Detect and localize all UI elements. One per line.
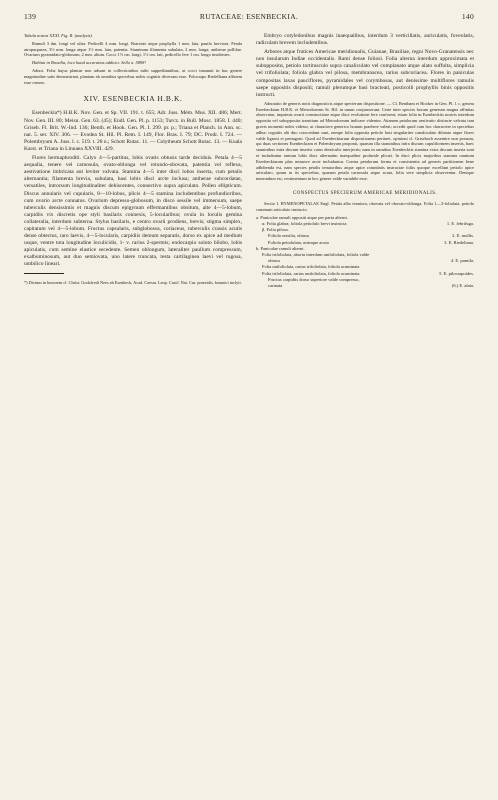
habit-text: Arbores atque frutices Americae meridionalis, Guianae, Brasiliae, regni Novo-Granatensis nec non insularum Indiae occidentalis. Rami dense foliosi. Folia alterna interdum approximata et suboppositα, petiolo tortitusculo supra canaliculato vel complanato atque alato suffulta, simplicia vel trifoliolata; foliola glabra vel pilosa, membranacea, rarius subcoriacea. Flores in paniculas compositas laxas pauciflores, pyramidales vel corymbosas, aut denissime multiflores ramulis saepe oppositis dispositi; ramuli plerumque basi bracteati, posticolli prophyllis binis oppositis instructi. — [256, 49, 474, 98]
key-text: Foliola petiolulata, utrinque acuta — [268, 239, 329, 245]
key-row — [256, 283, 474, 289]
adnotation-text: Adnot. Folia hujus plantae non adsunt in collectionibus mihi suppeditantibus, at cocci inaunuti in hac genere magnitudine satis demonstrant, plantam ab omnibus speciebus nobis cognitis diversam esse. Polocarpo Birdelliana affinem esse censeo. — [24, 67, 242, 85]
key-species-ref: (6.) E. alata. — [451, 282, 474, 288]
key-species-ref: 2. E. mollis. — [452, 233, 474, 239]
conspectus-title: CONSPECTUS SPECIERUM AMERICAE MERIDIONALIS. — [292, 191, 438, 196]
genus-synonymy: Esenbeckia*) H.B.K. Nov. Gen. et Sp. VII. 191. t. 655; Adr. Juss. Mém. Mus. XII. 486; Mert. Nov. Gen. III. 80; Meisn. Gen. 63. (45); Endl. Gen. Pl. p. 1153; Turcz. in Bull. Mosc. 1858. I. 440; Griseb. Fl. Brit. W.-Ind. 136; Benth. et Hook. Gen. Pl. I. 299. pr. p.; Triana et Planch. in Ann. sc. nat. 5. ser. XIV. 306. — Evodea St. Hil. Pl. Rem. I. 149, Flor. Bras. I. 79; DC. Prodr. I. 724. — Polembryum A. Juss. l. c. 519. t. 28 n.; Schott Rutac. 11. — Colytheum Schott Rutac. 13. — Kuala Karst. et Triana in Linnaea XXVIII. 429. — [24, 110, 242, 152]
key-species-ref: 3. E. Riedeliana. — [444, 239, 474, 245]
diagnostic-note: Adnotatio de generis notis diagnosticis atque specierum dispositione. — Cl. Bentham et Hooker in Gen. Pl. l. c. genera Esenbeckiam H.B.K. et Metrodoream St. Hil. in unum conjunxerunt. Certe inter species horum generum magna affinitas observatur, imprimis ovarii constructione atque disci evolutione fere conformi; etiam folia in Esenbeckiis nostris interdum opposita vel suboppositα transitum ad Metrodoream indicare videntur. Attamen petalorum aestivatio distincte valvata tam gravis momenti nobis videtur, ut charactere generico bonum praebere valeat; accedit quod cum hoc charactere in speciebus adhuc cognitis alii duo concoedunt sunt, nempe folia opposita petiolo basi singulariter canaliculato dilatato atque flores valde lignosi et pentagoni. Quod ad Esenbeckiarum dispositionem pertinet, opinioni cl. Grisebach assentire non possum, qui duas sectiones Esenbeckiam et Polembryum proponit, quarum illa staminibus infra discum cupuliformem insertis, haec staminibus intra discum insertis cuius denticulis interjectis; nam in omnibus Esenbeckiis stamina extra discum inserta sunt et includuntur tantum lobis disci alternatim inaequaliter profunde plicati. In disci plicis majoribus stamina omnium Esenbeckiarum plus minusve arcte includuntur. Contra petalorum forma et consistentia ad generis partitionem bene adhibenda est, nam species petalis tenuioribus atque apice rotundatis instructae foliis quoque excellunt petiolo apice articulato, quum in iis speciebus, quarum petala carnosula atque acuta, folia vere simplicia observentur. Denique menondum est, vestimentum in hoc genere valde variabile esse. — [256, 100, 474, 182]
tab-caption: Tabula nostra XXXI. Fig. II. (analysis). — [24, 33, 93, 38]
key-text: carinata — [268, 282, 283, 288]
running-header — [24, 12, 474, 24]
key-text: Fructus carpidiis dorso superiore valde compresso, — [268, 276, 360, 282]
genus-description: Flores hermaphroditi. Calyx 4—5-partitus, lobis ovatis obtusis tarde deciduis. Petala 4—5 aequalia, tenere vel carnosula, ovato-oblonga vel rotundo-obovata, patentia vel reflexa, aestivatione imbricata aut leviter valvata. Stamina 4—5 inter disci lobos inserta, cum petalis alternantia; filamenta brevia, subulata, basi lobis disci arcte inclusa; antherae subcordatae, versatiles, introrsum longitudinaliter dehiscentes, connectivo supra apiculato. Pollen ellipticum. Discus annularis vel cupularis, 8—10-lobus, plicis 4—5 stamina includentibus profundioribus, cum ovario arcte connatus. Ovarium depresso-globosum, in disco sessile vel immersum, saepe tuberculis densissimis et magnis discum epigynum effermantibus obsitum, alte 4—5-lobum, carpidiis vix discretis ope styli basilaris connexis, 5-locularibus; ovula in loculis gemina collateralia, interdum subterna. Stylus basilaris, e centro ovarii prodiens, brevis; stigma simplex, capitatum vel 4—5-lobum. Fructus capsularis, subglobosus, coriaceus, tuberculis crassis acutis dense obtectus, raro laevis, 4—5-locularis, carpidiis demum separatis, dorso ex apice ad medium usque, ventre tota longitudine loculicidis, 1- v. rarius 2-spermis; endocarpio soluto bilobo, lobis apiculatis, cum semine elastice secedente. Semen oblongum, lateraliter paullum compressum, exalbuminosum, aut duo semiovata, uno latere truncata, testa cartilaginea laevi vel rugosa, umbilico lineari. — [24, 155, 242, 268]
species-key — [256, 215, 474, 289]
key-text: β. Folia pilosa. — [262, 227, 289, 233]
key-species-ref: 5. E. pilocarpoides. — [439, 270, 474, 276]
embryo-text: Embryo cotyledonibus magnis inaequalibus, interdum 3 verticillatis, auriculatis, foveolatis, radiculam brevem includentibus. — [256, 33, 474, 47]
footnote: *) Dictum in honorem cl. Christ. Godofredi Nees ab Esenbeck, Acad. Caesar. Leop. Carol. Nat. Cur. praesidis, botanici inclyti. — [24, 279, 242, 285]
key-text: Folia unifoliolata, rarius trifoliolata, foliola acuminata — [262, 264, 360, 270]
key-text: α. Folia glabra; foliola petiolulo brevi instructa — [262, 220, 347, 226]
section-title: XIV. ESENBECKIA H.B.K. — [83, 94, 183, 104]
key-species-ref: 4. E. pumila. — [450, 258, 474, 264]
key-text: Folia trifoliolata, abortu interdum unifoliolata, foliola valde — [262, 251, 370, 257]
left-column — [24, 33, 242, 287]
footnote-rule — [24, 273, 64, 274]
section-line: Sectio I. HYMENOPETALAE Engl. Petala albo tenuiora, obovata vel obovato-oblonga. Folia 1—3-foliolata, petiolo communi articulato instructo. — [256, 201, 474, 212]
key-text: a. Paniculae ramuli oppositi atque per paria alterni. — [256, 214, 348, 220]
key-text: b. Paniculae ramuli alterni. — [256, 245, 305, 251]
key-text: obtusa — [268, 258, 280, 264]
analysis-text: Ramuli 3 dm. longi vel ultra. Pedicelli 4 mm. longi. Bracteae atque prophylla 1 mm. lata, pauilo breviora. Petala atropurpurea, 3½ mm. longa atque 1½ mm. lata, patentia. Staminum filamenta subulata, 2 mm. longa; antherae pollifae. Ovarium pyramidato-globosum, 2 mm. altum. Cocci 1½ cm. longi, 1½ cm. lati, pedicello fere 1 cm. longo insidentes. — [24, 40, 242, 58]
key-species-ref: 1. E. febrifuga. — [446, 220, 474, 226]
key-text: Foliola sessilia, obtusa — [268, 233, 309, 239]
right-column — [256, 33, 474, 289]
habitat-text: Habitat in Brasilia, loco haud accuratius addicto: Sello n. 5898! — [32, 60, 146, 66]
running-title: RUTACEAE: ESENBECKIA. — [199, 12, 299, 21]
page-number-right: 140 — [461, 12, 474, 21]
key-text: Folia trifoliolata, rarius unifoliolata, foliola acuminata. — [262, 270, 361, 276]
page-number-left: 139 — [24, 12, 37, 21]
